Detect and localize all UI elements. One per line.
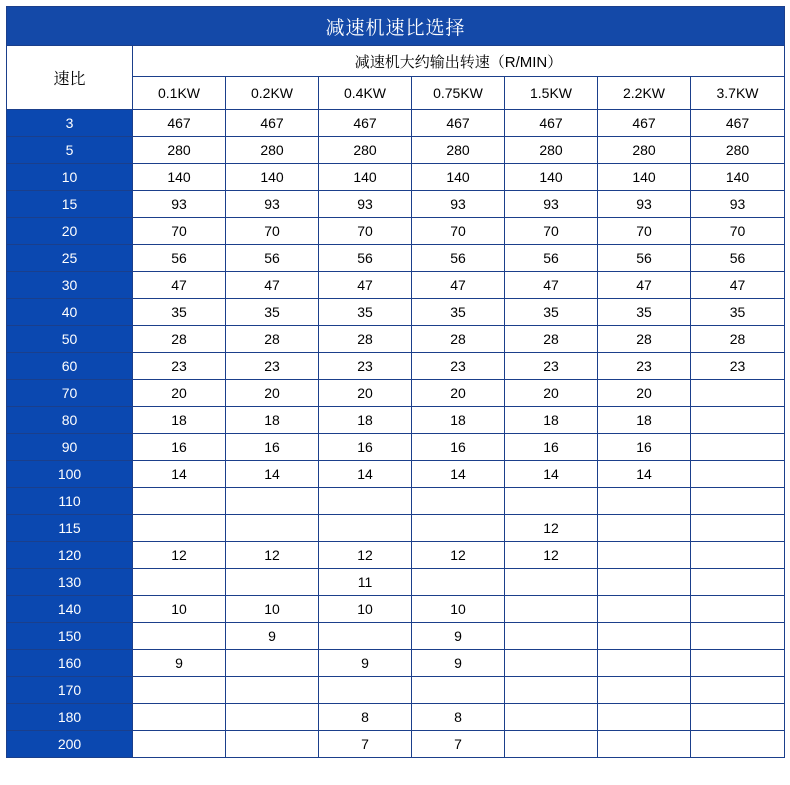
value-cell: 280: [598, 137, 691, 164]
table-row: [7, 461, 785, 488]
table-row: [7, 407, 785, 434]
value-cell: 16: [598, 434, 691, 461]
value-cell: 467: [598, 110, 691, 137]
value-cell: 14: [133, 461, 226, 488]
value-cell: 35: [133, 299, 226, 326]
value-cell: [226, 515, 319, 542]
value-cell: 12: [133, 542, 226, 569]
value-cell: 20: [133, 380, 226, 407]
value-cell: 47: [226, 272, 319, 299]
value-cell: 47: [691, 272, 785, 299]
table-row: [7, 164, 785, 191]
ratio-label: 180: [7, 704, 133, 731]
value-cell: 467: [691, 110, 785, 137]
value-cell: 47: [319, 272, 412, 299]
ratio-label: 120: [7, 542, 133, 569]
value-cell: 56: [505, 245, 598, 272]
value-cell: 70: [598, 218, 691, 245]
value-cell: 16: [133, 434, 226, 461]
table-row: [7, 353, 785, 380]
value-cell: 10: [319, 596, 412, 623]
value-cell: 56: [133, 245, 226, 272]
value-cell: [319, 515, 412, 542]
value-cell: 9: [133, 650, 226, 677]
table-row: [7, 110, 785, 137]
value-cell: 18: [133, 407, 226, 434]
value-cell: [226, 488, 319, 515]
value-cell: 14: [319, 461, 412, 488]
value-cell: [226, 650, 319, 677]
value-cell: [505, 731, 598, 758]
value-cell: [691, 677, 785, 704]
value-cell: 12: [412, 542, 505, 569]
ratio-label: 3: [7, 110, 133, 137]
value-cell: 23: [319, 353, 412, 380]
value-cell: 11: [319, 569, 412, 596]
value-cell: 56: [412, 245, 505, 272]
value-cell: [412, 677, 505, 704]
value-cell: 93: [319, 191, 412, 218]
table-head: [7, 7, 785, 110]
table-row: [7, 245, 785, 272]
value-cell: 23: [505, 353, 598, 380]
value-cell: 47: [598, 272, 691, 299]
value-cell: 140: [226, 164, 319, 191]
value-cell: 467: [412, 110, 505, 137]
value-cell: 12: [319, 542, 412, 569]
value-cell: 93: [226, 191, 319, 218]
table-row: [7, 326, 785, 353]
value-cell: [691, 596, 785, 623]
column-header-3.7kw: 3.7KW: [691, 77, 785, 110]
value-cell: [691, 434, 785, 461]
value-cell: [133, 623, 226, 650]
value-cell: [412, 569, 505, 596]
ratio-label: 170: [7, 677, 133, 704]
value-cell: 467: [133, 110, 226, 137]
ratio-label: 30: [7, 272, 133, 299]
ratio-label: 115: [7, 515, 133, 542]
value-cell: 140: [319, 164, 412, 191]
column-header-ratio: 速比: [7, 46, 133, 110]
value-cell: 93: [691, 191, 785, 218]
value-cell: [505, 569, 598, 596]
value-cell: [598, 515, 691, 542]
value-cell: [691, 407, 785, 434]
value-cell: 280: [226, 137, 319, 164]
value-cell: 140: [505, 164, 598, 191]
table-body: [7, 110, 785, 758]
value-cell: 14: [505, 461, 598, 488]
value-cell: 16: [412, 434, 505, 461]
value-cell: 93: [598, 191, 691, 218]
ratio-label: 140: [7, 596, 133, 623]
value-cell: 28: [319, 326, 412, 353]
column-header-1.5kw: 1.5KW: [505, 77, 598, 110]
value-cell: 14: [226, 461, 319, 488]
value-cell: 28: [226, 326, 319, 353]
value-cell: [505, 650, 598, 677]
value-cell: [226, 731, 319, 758]
value-cell: 70: [319, 218, 412, 245]
ratio-label: 40: [7, 299, 133, 326]
value-cell: 280: [412, 137, 505, 164]
table-row: [7, 623, 785, 650]
value-cell: [691, 650, 785, 677]
column-header-0.4kw: 0.4KW: [319, 77, 412, 110]
value-cell: [598, 704, 691, 731]
value-cell: 70: [412, 218, 505, 245]
column-group-header-output-speed: 减速机大约输出转速（R/MIN）: [133, 46, 785, 77]
value-cell: [133, 488, 226, 515]
value-cell: [691, 515, 785, 542]
value-cell: 14: [598, 461, 691, 488]
ratio-label: 90: [7, 434, 133, 461]
value-cell: 35: [505, 299, 598, 326]
value-cell: 12: [226, 542, 319, 569]
value-cell: 7: [412, 731, 505, 758]
value-cell: [598, 596, 691, 623]
value-cell: 16: [226, 434, 319, 461]
ratio-label: 60: [7, 353, 133, 380]
value-cell: [598, 488, 691, 515]
value-cell: 93: [133, 191, 226, 218]
value-cell: [691, 542, 785, 569]
value-cell: 35: [412, 299, 505, 326]
value-cell: [133, 731, 226, 758]
table-row: [7, 731, 785, 758]
page-title: 减速机速比选择: [7, 7, 785, 46]
value-cell: 12: [505, 515, 598, 542]
value-cell: [691, 461, 785, 488]
table-row: [7, 299, 785, 326]
value-cell: [133, 677, 226, 704]
value-cell: [226, 677, 319, 704]
value-cell: 18: [412, 407, 505, 434]
column-header-0.75kw: 0.75KW: [412, 77, 505, 110]
value-cell: 70: [691, 218, 785, 245]
value-cell: 35: [691, 299, 785, 326]
value-cell: 20: [598, 380, 691, 407]
value-cell: [691, 380, 785, 407]
value-cell: [133, 515, 226, 542]
table-row: [7, 704, 785, 731]
value-cell: 47: [505, 272, 598, 299]
column-header-0.1kw: 0.1KW: [133, 77, 226, 110]
ratio-label: 15: [7, 191, 133, 218]
value-cell: 70: [226, 218, 319, 245]
ratio-label: 80: [7, 407, 133, 434]
value-cell: 140: [412, 164, 505, 191]
value-cell: 10: [133, 596, 226, 623]
value-cell: 9: [412, 650, 505, 677]
value-cell: 8: [319, 704, 412, 731]
value-cell: [226, 704, 319, 731]
value-cell: 280: [505, 137, 598, 164]
value-cell: 140: [598, 164, 691, 191]
value-cell: 56: [226, 245, 319, 272]
value-cell: 20: [319, 380, 412, 407]
value-cell: 93: [505, 191, 598, 218]
value-cell: 35: [226, 299, 319, 326]
table-row: [7, 569, 785, 596]
table-row: [7, 137, 785, 164]
value-cell: 467: [226, 110, 319, 137]
ratio-label: 10: [7, 164, 133, 191]
value-cell: 56: [598, 245, 691, 272]
value-cell: 18: [226, 407, 319, 434]
value-cell: 70: [133, 218, 226, 245]
value-cell: 8: [412, 704, 505, 731]
table-row: [7, 596, 785, 623]
table-row: [7, 515, 785, 542]
value-cell: 140: [133, 164, 226, 191]
value-cell: 20: [505, 380, 598, 407]
value-cell: [319, 623, 412, 650]
table-row: [7, 542, 785, 569]
ratio-label: 70: [7, 380, 133, 407]
value-cell: 93: [412, 191, 505, 218]
value-cell: [598, 731, 691, 758]
value-cell: [691, 488, 785, 515]
value-cell: 23: [412, 353, 505, 380]
value-cell: 47: [412, 272, 505, 299]
value-cell: [319, 677, 412, 704]
value-cell: 18: [319, 407, 412, 434]
column-header-0.2kw: 0.2KW: [226, 77, 319, 110]
value-cell: 9: [412, 623, 505, 650]
value-cell: [598, 542, 691, 569]
ratio-label: 160: [7, 650, 133, 677]
value-cell: [598, 677, 691, 704]
value-cell: [505, 704, 598, 731]
value-cell: [412, 515, 505, 542]
value-cell: 28: [505, 326, 598, 353]
ratio-label: 200: [7, 731, 133, 758]
value-cell: [691, 704, 785, 731]
value-cell: [598, 569, 691, 596]
value-cell: [691, 569, 785, 596]
value-cell: 9: [319, 650, 412, 677]
value-cell: 467: [505, 110, 598, 137]
value-cell: [505, 488, 598, 515]
ratio-label: 100: [7, 461, 133, 488]
ratio-label: 20: [7, 218, 133, 245]
value-cell: 16: [319, 434, 412, 461]
column-header-2.2kw: 2.2KW: [598, 77, 691, 110]
value-cell: 12: [505, 542, 598, 569]
value-cell: 28: [412, 326, 505, 353]
ratio-label: 110: [7, 488, 133, 515]
value-cell: [505, 677, 598, 704]
value-cell: 23: [691, 353, 785, 380]
value-cell: 35: [598, 299, 691, 326]
value-cell: [598, 650, 691, 677]
title-row: [7, 7, 785, 46]
value-cell: 23: [226, 353, 319, 380]
value-cell: [691, 623, 785, 650]
value-cell: 280: [691, 137, 785, 164]
value-cell: 35: [319, 299, 412, 326]
table-row: [7, 650, 785, 677]
value-cell: [133, 704, 226, 731]
value-cell: 9: [226, 623, 319, 650]
ratio-label: 50: [7, 326, 133, 353]
header-row-group: [7, 46, 785, 77]
table-row: [7, 677, 785, 704]
value-cell: 10: [412, 596, 505, 623]
ratio-label: 130: [7, 569, 133, 596]
value-cell: 28: [691, 326, 785, 353]
value-cell: 7: [319, 731, 412, 758]
table-row: [7, 272, 785, 299]
ratio-label: 5: [7, 137, 133, 164]
ratio-label: 150: [7, 623, 133, 650]
gear-ratio-table: [6, 6, 785, 758]
value-cell: 28: [598, 326, 691, 353]
value-cell: 10: [226, 596, 319, 623]
value-cell: 56: [319, 245, 412, 272]
value-cell: [691, 731, 785, 758]
value-cell: 23: [133, 353, 226, 380]
value-cell: 20: [226, 380, 319, 407]
value-cell: 28: [133, 326, 226, 353]
value-cell: 47: [133, 272, 226, 299]
value-cell: 16: [505, 434, 598, 461]
table-row: [7, 191, 785, 218]
value-cell: 20: [412, 380, 505, 407]
value-cell: 70: [505, 218, 598, 245]
value-cell: 467: [319, 110, 412, 137]
value-cell: 18: [598, 407, 691, 434]
value-cell: 14: [412, 461, 505, 488]
value-cell: 280: [319, 137, 412, 164]
value-cell: [505, 623, 598, 650]
value-cell: [598, 623, 691, 650]
value-cell: 18: [505, 407, 598, 434]
value-cell: [319, 488, 412, 515]
table-row: [7, 380, 785, 407]
value-cell: [133, 569, 226, 596]
value-cell: [412, 488, 505, 515]
value-cell: 140: [691, 164, 785, 191]
value-cell: 23: [598, 353, 691, 380]
table-row: [7, 218, 785, 245]
table-row: [7, 488, 785, 515]
value-cell: [505, 596, 598, 623]
table-row: [7, 434, 785, 461]
value-cell: 280: [133, 137, 226, 164]
value-cell: 56: [691, 245, 785, 272]
ratio-label: 25: [7, 245, 133, 272]
value-cell: [226, 569, 319, 596]
